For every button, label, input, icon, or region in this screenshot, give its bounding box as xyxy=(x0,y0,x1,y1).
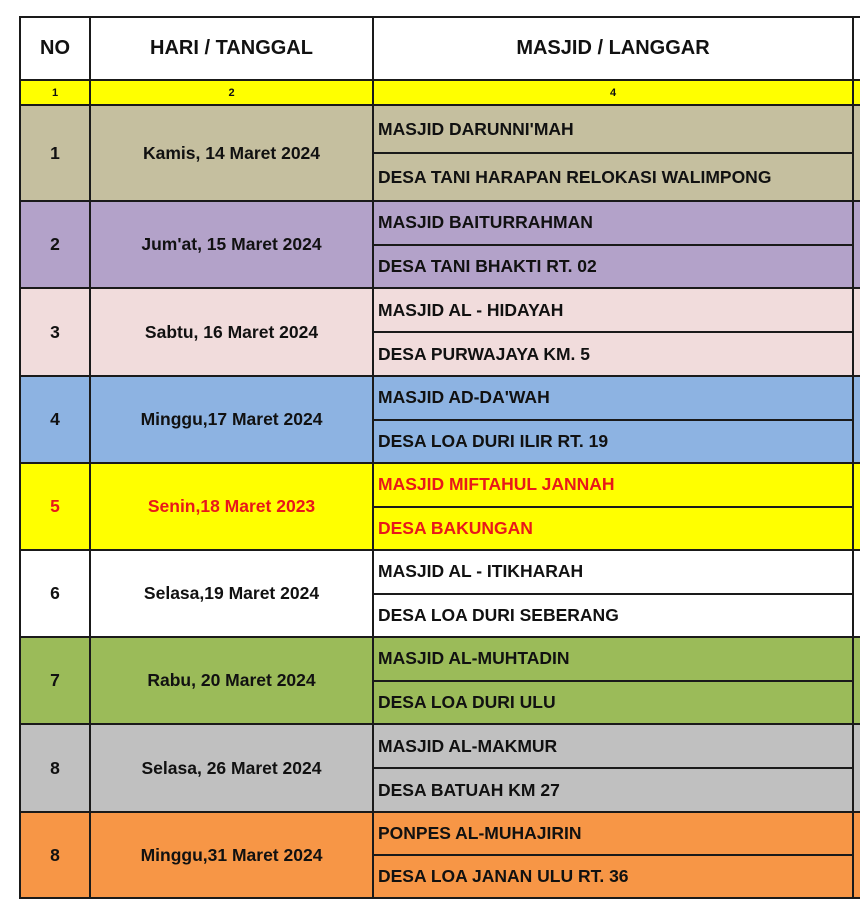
desa-name: DESA PURWAJAYA KM. 5 xyxy=(378,343,591,364)
row-location xyxy=(374,638,854,725)
row-date: Selasa,19 Maret 2024 xyxy=(91,551,374,638)
masjid-name: MASJID AL-MAKMUR xyxy=(374,725,852,769)
header-extra xyxy=(854,18,860,81)
masjid-name: MASJID AL - ITIKHARAH xyxy=(374,551,852,595)
index-extra xyxy=(854,81,860,106)
header-masjid: MASJID / LANGGAR xyxy=(374,18,854,81)
table-body xyxy=(21,106,860,899)
row-extra xyxy=(854,289,860,377)
masjid-name: MASJID AL - HIDAYAH xyxy=(374,289,852,333)
desa-name: DESA BATUAH KM 27 xyxy=(378,779,560,800)
index-masjid: 4 xyxy=(374,81,854,106)
table-row xyxy=(21,202,860,289)
table-row xyxy=(21,551,860,638)
row-date: Kamis, 14 Maret 2024 xyxy=(91,106,374,202)
desa-name: DESA LOA DURI ULU xyxy=(378,691,556,712)
row-number: 7 xyxy=(21,638,91,725)
row-number: 1 xyxy=(21,106,91,202)
table-row xyxy=(21,725,860,813)
masjid-name: MASJID BAITURRAHMAN xyxy=(374,202,852,246)
masjid-name: MASJID DARUNNI'MAH xyxy=(374,106,852,154)
header-row xyxy=(21,18,860,81)
desa-name: DESA LOA DURI ILIR RT. 19 xyxy=(378,430,609,451)
row-date: Jum'at, 15 Maret 2024 xyxy=(91,202,374,289)
row-date: Selasa, 26 Maret 2024 xyxy=(91,725,374,813)
row-number: 8 xyxy=(21,813,91,899)
row-location xyxy=(374,202,854,289)
desa-name: DESA LOA DURI SEBERANG xyxy=(378,604,619,625)
row-extra xyxy=(854,464,860,551)
table-row xyxy=(21,289,860,377)
row-extra xyxy=(854,813,860,899)
row-extra xyxy=(854,551,860,638)
row-number: 8 xyxy=(21,725,91,813)
row-location xyxy=(374,725,854,813)
row-number: 4 xyxy=(21,377,91,464)
schedule-table xyxy=(19,16,860,899)
desa-name: DESA TANI HARAPAN RELOKASI WALIMPONG xyxy=(378,166,772,187)
masjid-name: PONPES AL-MUHAJIRIN xyxy=(374,813,852,856)
row-date: Senin,18 Maret 2023 xyxy=(91,464,374,551)
row-number: 5 xyxy=(21,464,91,551)
row-location xyxy=(374,106,854,202)
row-number: 2 xyxy=(21,202,91,289)
row-extra xyxy=(854,106,860,202)
masjid-name: MASJID MIFTAHUL JANNAH xyxy=(374,464,852,508)
row-date: Sabtu, 16 Maret 2024 xyxy=(91,289,374,377)
row-location xyxy=(374,813,854,899)
row-extra xyxy=(854,638,860,725)
row-location xyxy=(374,551,854,638)
table-row xyxy=(21,106,860,202)
masjid-name: MASJID AL-MUHTADIN xyxy=(374,638,852,682)
row-extra xyxy=(854,377,860,464)
table-row xyxy=(21,377,860,464)
desa-name: DESA BAKUNGAN xyxy=(378,517,533,538)
index-date: 2 xyxy=(91,81,374,106)
masjid-name: MASJID AD-DA'WAH xyxy=(374,377,852,421)
row-location xyxy=(374,289,854,377)
desa-name: DESA LOA JANAN ULU RT. 36 xyxy=(378,866,629,886)
table-row xyxy=(21,464,860,551)
row-date: Minggu,31 Maret 2024 xyxy=(91,813,374,899)
row-location xyxy=(374,464,854,551)
header-date: HARI / TANGGAL xyxy=(91,18,374,81)
index-row xyxy=(21,81,860,106)
table-row xyxy=(21,638,860,725)
row-extra xyxy=(854,725,860,813)
index-no: 1 xyxy=(21,81,91,106)
row-date: Minggu,17 Maret 2024 xyxy=(91,377,374,464)
desa-name: DESA TANI BHAKTI RT. 02 xyxy=(378,255,597,276)
row-number: 6 xyxy=(21,551,91,638)
row-number: 3 xyxy=(21,289,91,377)
row-date: Rabu, 20 Maret 2024 xyxy=(91,638,374,725)
row-location xyxy=(374,377,854,464)
table-row xyxy=(21,813,860,899)
header-no: NO xyxy=(21,18,91,81)
row-extra xyxy=(854,202,860,289)
